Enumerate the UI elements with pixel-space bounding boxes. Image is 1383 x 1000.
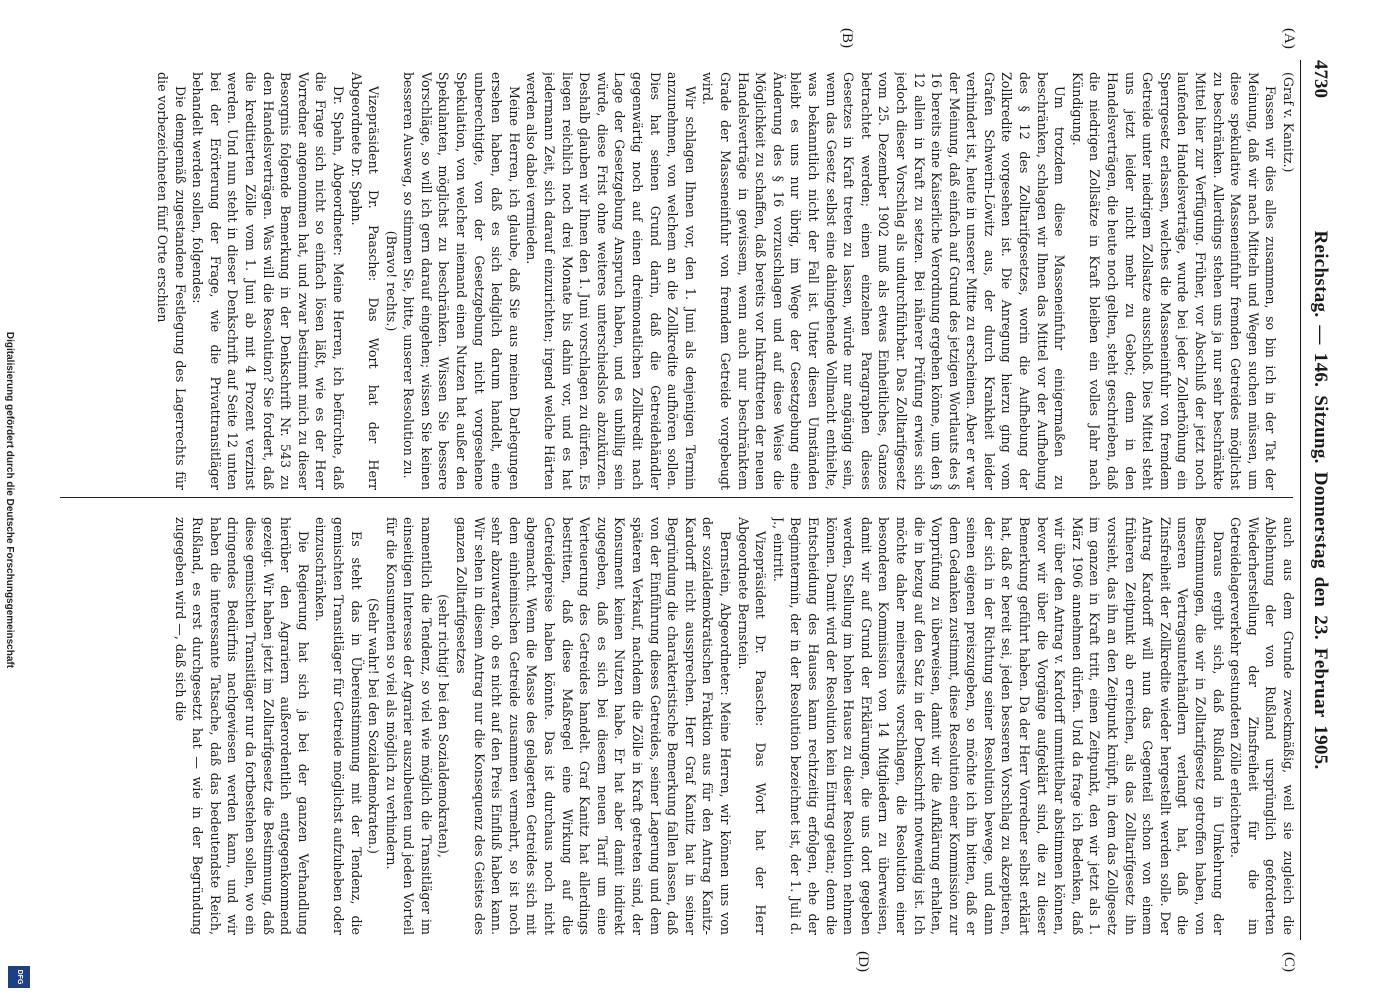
interjection: (Bravo! rechts.) — [383, 230, 399, 332]
column-divider — [60, 497, 1293, 498]
chair-announcement: Vizepräsident Dr. Paasche: Das Wort hat der Herr Abgeordnete Dr. Spahn. — [348, 72, 382, 490]
right-column — [40, 517, 1297, 935]
margin-marker-b: (B) — [839, 28, 855, 48]
paragraph: Es steht das in Übereinstimmung mit der Tendenz, die gemischten Transitläger für Getreide möglichst aufzuheben oder einzuschränken. — [313, 517, 364, 935]
paragraph: Dr. Spahn, Abgeordneter: Meine Herren, ich befürchte, daß die Frage sich nicht so einfach lösen läßt, wie es der Herr Vorredner angenommen hat, und zwar bestimmt mich zu dieser Besorgnis folgende Bemerkung in der Denkschrift Nr. 543 zu den Handelsverträgen. Was will die Resolution? Sie fordert, daß die kreditierten Zölle vom 1. Juni ab mit 4 Prozent verzinst werden. Und nun steht in dieser Denkschrift auf Seite 12 unten bei der Erörterung der Frage, wie die Privattransitläger behandelt werden sollen, folgendes: — [190, 72, 346, 490]
paragraph: namentlich die Tendenz, so viel wie möglich die Transitläger im einseitigen Interesse der Agrarier auszubeuten und jeden Vorteil für die Konsumenten so viel als möglich zu verhindern. — [383, 517, 434, 935]
quotation: Die demgemäß zugestandene Festlegung des Lagerrechts für die vorbezeichneten fünf Orte erschien — [155, 72, 188, 490]
margin-marker-d: (D) — [855, 951, 871, 972]
digitization-credit: Digitalisierung gefördert durch die Deutsche Forschungsgemeinschaft — [4, 331, 15, 669]
paragraph: Wir schlagen Ihnen vor, den 1. Juni als denjenigen Termin anzunehmen, von welchem an die Zollkredite aufhören sollen. Dies hat seinen Grund darin, daß die Getreidehändler gegenwärtig noch auf einen dreimonatlichen Zollkredit nach Lage der Gesetzgebung Anspruch haben, und es unbillig sein würde, diese Frist ohne weiteres unterschiedslos abzukürzen. Deshalb glauben wir Ihnen den 1. Juni vorschlagen zu dürfen. Es liegen reichlich noch drei Monate bis dahin vor, und es hat jedermann Zeit, sich darauf einzurichten; irgend welche Härten werden also dabei vermieden. — [524, 72, 698, 490]
left-column — [40, 72, 1297, 490]
page-header — [1305, 60, 1331, 940]
header-rule — [1300, 60, 1301, 940]
interjection: (sehr richtig! bei den Sozialdemokraten), — [436, 594, 452, 858]
margin-marker-a: (A) — [1281, 28, 1297, 49]
paragraph: Fassen wir dies alles zusammen, so bin ich in der Tat der Meinung, daß wir nach Mitteln und Wegen suchen müssen, um diese spekulative Masseneinfuhr fremden Getreides möglichst zu beschränken. Allerdings stehen uns ja nur sehr beschränkte Mittel hier zur Verfügung. Früher, vor Abschluß der jetzt noch laufenden Handelsverträge, wurde bei jeder Zollerhöhung ein Sperrgesetz erlassen, welches die Masseneinfuhr von fremdem Getreide unter niedrigem Zollsatze ausschloß. Dies Mittel steht uns jetzt leider nicht mehr zu Gebot; denn in den Handelsverträgen, die heute noch gelten, steht geschrieben, daß die niedrigen Zollsätze in Kraft bleiben ein volles Jahr nach Kündigung. — [1069, 72, 1279, 490]
dfg-logo: DFG — [8, 966, 30, 988]
margin-marker-c: (C) — [1281, 952, 1297, 972]
page-title: Reichstag. — 146. Sitzung. Donnerstag den 23. Februar 1905. — [1310, 230, 1331, 770]
interjection: (Sehr wahr! bei den Sozialdemokraten.) — [366, 598, 382, 854]
paragraph: Meine Herren, ich glaube, daß Sie aus meinen Darlegungen ersehen haben, daß es sich lediglich darum handelt, eine unberechtigte, von der Gesetzgebung nicht vorgesehene Spekulation, von welcher niemand einen Nutzen hat außer den Spekulanten, möglichst zu beschränken. Wissen Sie bessere Vorschläge, so will ich gern darauf eingehen; wissen Sie keinen besseren Ausweg, so stimmen Sie, bitte, unserer Resolution zu. — [401, 72, 522, 490]
paragraph: Daraus ergibt sich, daß Rußland in Umkehrung der Bestimmungen, die wir in Zolltarifgesetz getroffen haben, von unseren Vertragsunterhändlern verlangt hat, daß die Zinsfreiheit der Zollkredite wieder hergestellt werden solle. Der Antrag Kardorff will nun das Gegenteil schon von einem früheren Zeitpunkt ab erreichen, als das Zolltarifgesetz ihn vorsieht, das ihn an den Zeitpunkt knüpft, in dem das Zollgesetz im ganzen in Kraft tritt, einen Zeitpunkt, den wir jetzt als 1. März 1906 annehmen dürfen. Und da frage ich Bedenken, daß wir über den Antrag v. Kardorff unmittelbar abstimmen können, bevor wir über die Vorgänge aufgeklärt sind, die zu dieser Bemerkung geführt haben. Da der Herr Vorredner selbst erklärt hat, daß er bereit sei, jeden besseren Vorschlag zu akzeptieren, der sich in der Richtung seiner Resolution bewege, und dann seinen eigenen preiszugeben, so möchte ich ihn bitten, daß er dem Gedanken zustimmt, diese Resolution einer Kommission zur Vorprüfung zu überweisen, damit wir die Aufklärung erhalten, die in bezug auf den Satz in der Denkschrift notwendig ist. Ich möchte daher meinerseits vorschlagen, die Resolution einer besonderen Kommission von 14 Mitgliedern zu überweisen, damit wir auf Grund der Erklärungen, die uns dort gegeben werden, Stellung im hohen Hause zu dieser Resolution nehmen können. Damit wird der Resolution kein Eintrag getan; denn die Entscheidung des Hauses kann rechtzeitig erfolgen, ehe der Beginntermin, der in der Resolution bezeichnet ist, der 1. Juli d. J., eintritt. — [770, 517, 1226, 935]
footer — [0, 0, 34, 1000]
paragraph: Die Regierung hat sich ja bei der ganzen Verhandlung hierüber den Agrariern außerordentlich entgegenkommend gezeigt. Wir haben jetzt im Zolltarifgesetz die Bestimmung, daß diese gemischten Transitläger nur da fortbestehen sollen, wo ein dringendes Bedürfnis nachgewiesen werden kann, und wir haben die interessante Tatsache, daß das bedeutendste Reich, Rußland, es erst durchgesetzt hat — wie in der Begründung zugegeben wird —, daß sich die — [172, 517, 311, 935]
paragraph: Um trotzdem diese Masseneinfuhr einigermaßen zu beschränken, schlagen wir Ihnen das Mittel vor der Aufhebung des § 12 des Zolltarifgesetzes, worin die Aufhebung der Zollkredite vorgesehen ist. Die Anregung hierzu ging vom Grafen Schwerin-Löwitz aus, der durch Krankheit leider verhindert ist, heute in unserer Mitte zu erscheinen. Aber er war der Meinung, daß einfach auf Grund des jetzigen Wortlauts des § 16 bereits eine Kaiserliche Verordnung ergehen könne, um den § 12 allein in Kraft zu setzen. Bei näherer Prüfung erwies sich jedoch dieser Vorschlag als undurchführbar. Das Zolltarifgesetz vom 25. Dezember 1902 muß als etwas Einheitliches, Ganzes betrachtet werden; einen einzelnen Paragraphen dieses Gesetzes in Kraft treten zu lassen, würde nur angängig sein, wenn das Gesetz selbst eine dahingehende Vollmacht enthielte, was bekanntlich nicht der Fall ist. Unter diesen Umständen bleibt es uns nur übrig, im Wege der Gesetzgebung eine Änderung des § 16 vorzuschlagen und auf diese Weise die Möglichkeit zu schaffen, daß bereits vor Inkrafttreten der neuen Handelsverträge in gewissem, wenn auch nur beschränktem Grade der Masseneinfuhr von fremdem Getreide vorgebeugt wird. — [700, 72, 1068, 490]
paragraph: Bernstein, Abgeordneter: Meine Herren, wir können uns von der sozialdemokratischen Fraktion aus für den Antrag Kanitz-Kardorff nicht aussprechen. Herr Graf Kanitz hat in seiner Begründung die charakteristische Bemerkung fallen lassen, daß von der Einführung dieses Getreides, seiner Lagerung und dem späteren Verkauf, nachdem die Zölle in Kraft getreten sind, der Konsument keinen Nutzen habe. Er hat aber damit indirekt zugegeben, daß es sich bei diesem neuen Tarif um eine Verteuerung des Getreides handelt. Graf Kanitz hat allerdings bestritten, daß diese Maßregel eine Wirkung auf die Getreidepreise haben könnte. Das ist durchaus noch nicht abgemacht. Wenn die Masse des gelagerten Getreides sich mit dem einheimischen Getreide zusammen vermehrt, so ist noch sehr abzuwarten, ob es nicht auf den Preis Einfluß haben kann. Wir sehen in diesem Antrag nur die Konsequenz des Geistes des ganzen Zolltarifgesetzes — [454, 517, 733, 935]
chair-announcement: Vizepräsident Dr. Paasche: Das Wort hat der Herr Abgeordnete Bernstein. — [735, 517, 769, 935]
page-number: 4730 — [1310, 60, 1331, 98]
quotation-continuation: auch aus dem Grunde zweckmäßig, weil sie zugleich die Ablehnung der von Rußland ursprünglich geforderten Wiederherstellung der Zinsfreiheit für die im Getreidelagerverkehr gestundeten Zölle erleichterte. — [1228, 517, 1296, 935]
speaker-continuation: (Graf v. Kanitz.) — [1281, 72, 1296, 173]
